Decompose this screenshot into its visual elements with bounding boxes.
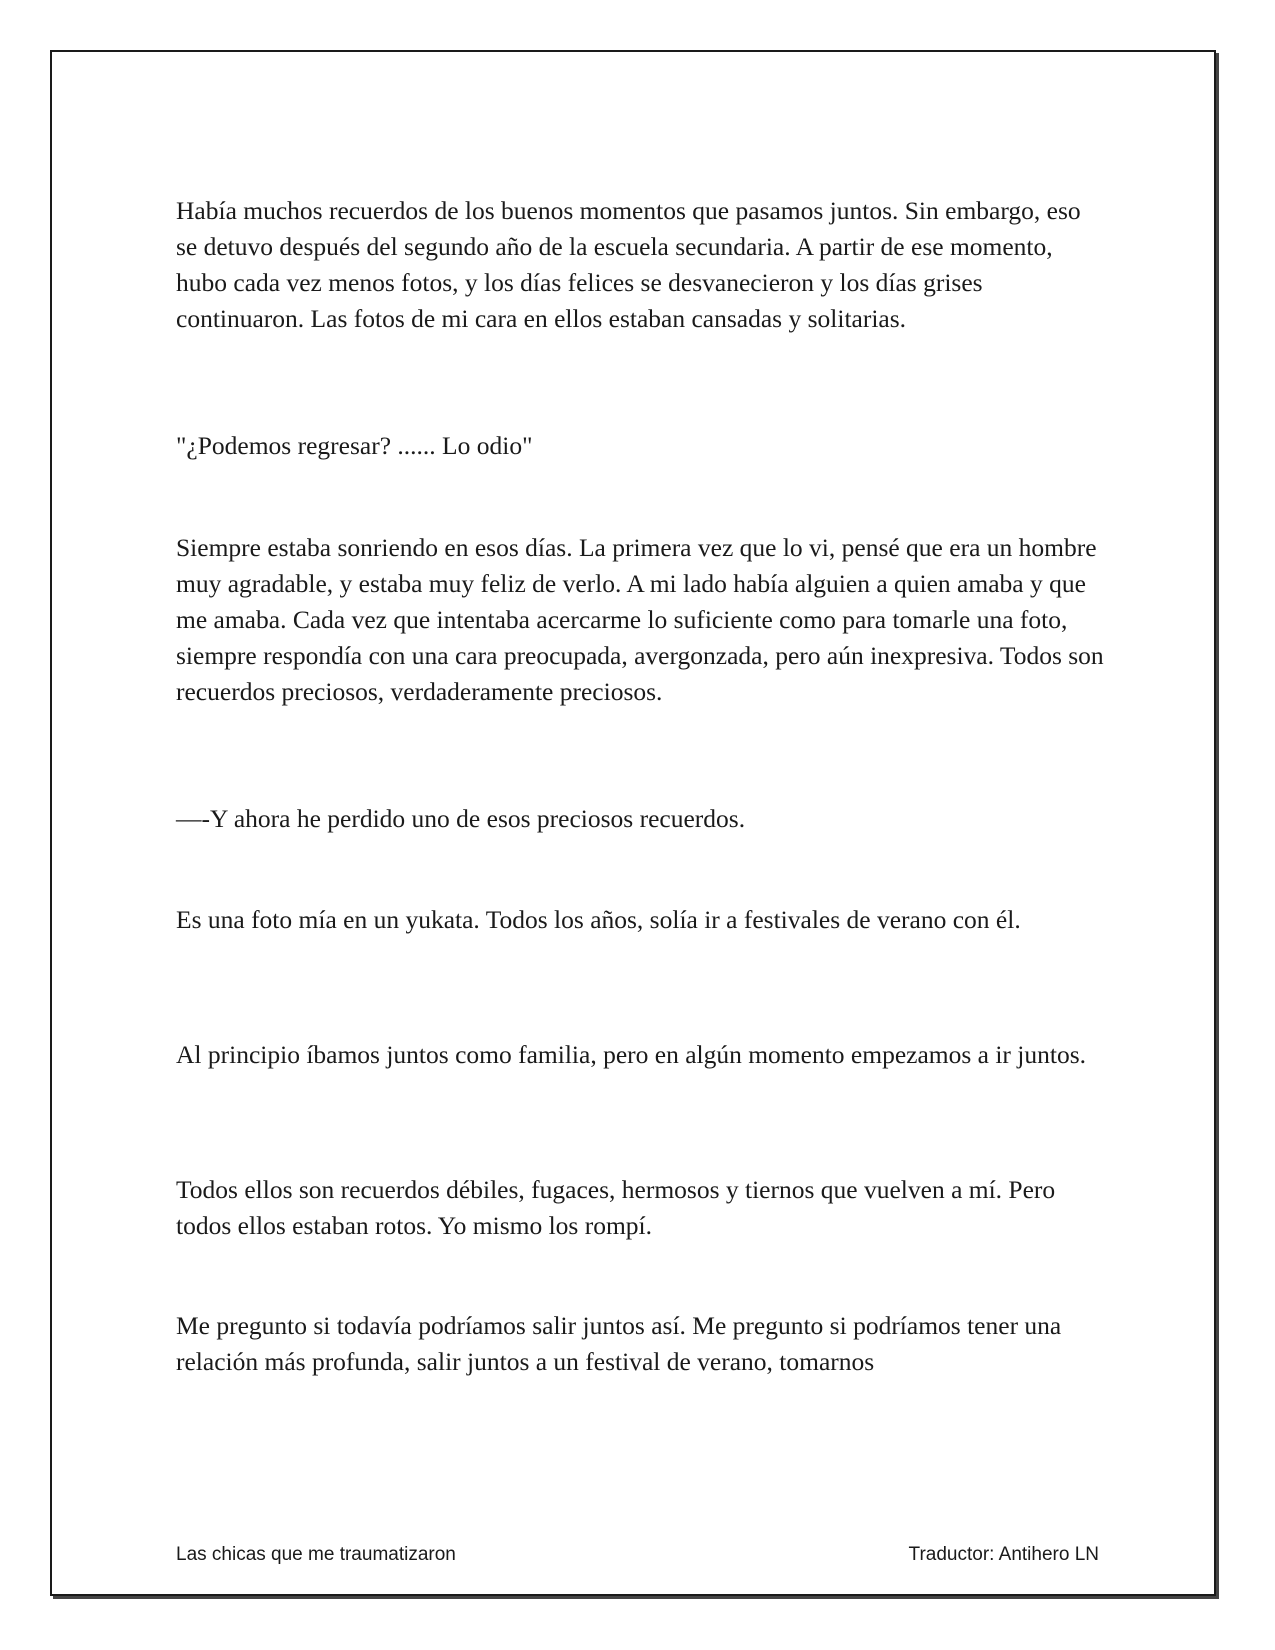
footer-translator: Traductor: Antihero LN (908, 1544, 1099, 1565)
paragraph-3: Siempre estaba sonriendo en esos días. La primera vez que lo vi, pensé que era un hombre muy agradable, y estaba muy feliz de verlo. A mi lado había alguien a quien amaba y que me amaba. Cada vez que intentaba acercarme lo suficiente como para tomarle una foto, siempre respondía con una cara preocupada, avergonzada, pero aún inexpresiva. Todos son recuerdos preciosos, verdaderamente preciosos. (176, 533, 1104, 706)
paragraph-5: Es una foto mía en un yukata. Todos los años, solía ir a festivales de verano con él. (176, 905, 1021, 934)
footer-book-title: Las chicas que me traumatizaron (176, 1544, 456, 1565)
paragraph-8: Me pregunto si todavía podríamos salir juntos así. Me pregunto si podríamos tener una relación más profunda, salir juntos a un festival de verano, tomarnos (176, 1311, 1062, 1376)
paragraph-6: Al principio íbamos juntos como familia, pero en algún momento empezamos a ir juntos. (176, 1040, 1087, 1069)
paragraph-7: Todos ellos son recuerdos débiles, fugaces, hermosos y tiernos que vuelven a mí. Pero todos ellos estaban rotos. Yo mismo los rompí. (176, 1175, 1056, 1240)
paragraph-1: Había muchos recuerdos de los buenos momentos que pasamos juntos. Sin embargo, eso se detuvo después del segundo año de la escuela secundaria. A partir de ese momento, hubo cada vez menos fotos, y los días felices se desvanecieron y los días grises continuaron. Las fotos de mi cara en ellos estaban cansadas y solitarias. (176, 196, 1081, 333)
paragraph-4: —-Y ahora he perdido uno de esos preciosos recuerdos. (176, 804, 746, 833)
paragraph-2: "¿Podemos regresar? ...... Lo odio" (176, 431, 533, 460)
